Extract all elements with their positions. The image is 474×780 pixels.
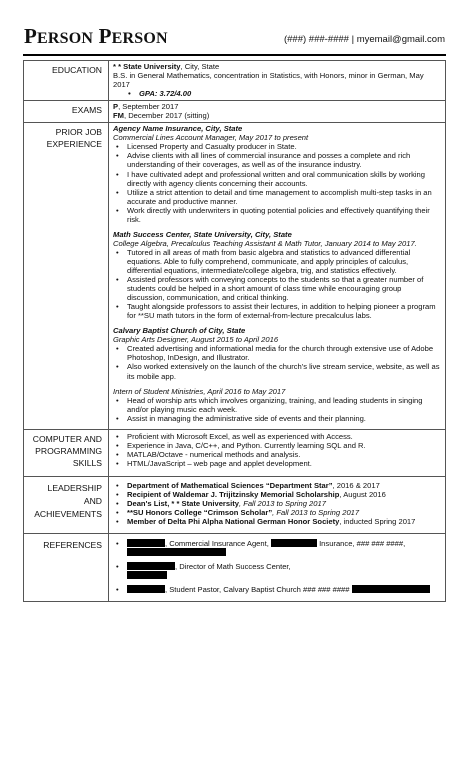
- list-item: • Member of Delta Phi Alpha National German Honor Society, inducted Spring 2017: [127, 517, 441, 526]
- resume-table: [23, 60, 446, 602]
- name-first-rest: ERSON: [37, 30, 94, 47]
- leadership-row: [24, 476, 446, 533]
- exams-label: EXAMS: [24, 101, 109, 123]
- experience-label: PRIOR JOB EXPERIENCE: [24, 123, 109, 429]
- list-item: • Proficient with Microsoft Excel, as well as experienced with Access.: [127, 432, 441, 441]
- job3-bullets: [113, 344, 441, 380]
- list-item: • Experience in Java, C/C++, and Python. Currently learning SQL and R.: [127, 441, 441, 450]
- list-item: • MATLAB/Octave - numerical methods and analysis.: [127, 450, 441, 459]
- list-item: • Recipient of Waldemar J. Trijitzinsky Memorial Scholarship, August 2016: [127, 490, 441, 499]
- references-content: [109, 534, 446, 602]
- contact-info[interactable]: (###) ###-#### | myemail@gmail.com: [283, 34, 445, 45]
- computer-row: [24, 429, 446, 476]
- leadership-content: [109, 476, 446, 533]
- job4-title: Intern of Student Ministries, April 2016 to May 2017: [113, 386, 286, 396]
- leadership-list: [113, 478, 441, 526]
- education-school: * * State University, City, State: [113, 62, 220, 71]
- list-item: • Created advertising and informational media for the church through extensive use of Adobe Photoshop, InDesign, and Illustrator.: [127, 344, 441, 362]
- list-item: • Dean's List, * * State University, Fall 2013 to Spring 2017: [127, 499, 441, 508]
- list-item: • Tutored in all areas of math from basic algebra and statistics to advanced differential equations. Able to fully comprehend, communicate, and apply principles of calculus, differential equations, intermediate/college algebra, trig, and statistics effectively.: [127, 248, 441, 275]
- computer-label: COMPUTER AND PROGRAMMING SKILLS: [24, 429, 109, 476]
- redaction-block: [127, 585, 165, 593]
- experience-row: [24, 123, 446, 429]
- list-item: • Assisted professors with conveying concepts to the students so that a greater number of students could be helped in a short amount of class time while encouraging group discussion, communication, and critical thinking.: [127, 275, 441, 302]
- education-list: [113, 89, 441, 98]
- references-label: REFERENCES: [24, 534, 109, 602]
- list-item: • HTML/JavaScript – web page and applet development.: [127, 459, 441, 468]
- redaction-block: [127, 548, 226, 556]
- exam-p: P, September 2017: [113, 102, 179, 112]
- computer-content: [109, 429, 446, 476]
- job2-title: College Algebra, Precalculus Teaching Assistant & Math Tutor, January 2014 to May 2017.: [113, 238, 417, 248]
- list-item: • Department of Mathematical Sciences “Department Star”, 2016 & 2017: [127, 481, 441, 490]
- name-first-initial: P: [24, 24, 38, 48]
- computer-bullets: [113, 431, 441, 468]
- job4-bullets: [113, 396, 441, 423]
- reference-item: • , Student Pastor, Calvary Baptist Church ### ### ####: [127, 585, 441, 594]
- redaction-block: [127, 539, 165, 547]
- exams-row: [24, 101, 446, 123]
- reference-item: • , Director of Math Success Center,: [127, 562, 441, 580]
- list-item: • Utilize a strict attention to detail and time management to accomplish multi-step tasks in an accurate and productive manner.: [127, 188, 441, 206]
- job2-bullets: [113, 248, 441, 320]
- name-last-rest: ERSON: [111, 30, 168, 47]
- redaction-block: [127, 562, 175, 570]
- leadership-label: LEADERSHIP AND ACHIEVEMENTS: [24, 476, 109, 533]
- reference-item: • , Commercial Insurance Agent, Insurance, ### ### ####,: [127, 539, 441, 557]
- experience-content: [109, 123, 446, 429]
- education-gpa: • GPA: 3.72/4.00: [139, 89, 441, 98]
- job1-bullets: [113, 142, 441, 223]
- list-item: • Work directly with underwriters in quoting potential policies and effectively quantifying their risk.: [127, 206, 441, 224]
- job2-org: Math Success Center, State University, City, State: [113, 229, 292, 239]
- list-item: • Taught alongside professors to assist their lectures, in addition to helping pioneer a program for **SU math tutors in the form of external-from-lecture precalculus labs.: [127, 302, 441, 320]
- list-item: • Head of worship arts which involves organizing, training, and leading students in singing and/or playing music each week.: [127, 396, 441, 414]
- redaction-block: [352, 585, 430, 593]
- education-row: [24, 61, 446, 101]
- exams-content: [109, 101, 446, 123]
- list-item: • Advise clients with all lines of commercial insurance and posses a complete and rich understanding of their coverages, as well as of the insurance industry.: [127, 151, 441, 169]
- job3-org: Calvary Baptist Church of City, State: [113, 326, 246, 336]
- education-label: EDUCATION: [24, 61, 109, 101]
- list-item: • I have cultivated adept and professional written and oral communication skills by working directly with agency clients concerning their accounts.: [127, 170, 441, 188]
- education-degree: B.S. in General Mathematics, concentration in Statistics, with Honors, minor in German, May 2017: [113, 71, 424, 90]
- list-item: • Also worked extensively on the launch of the church's live stream service, website, as well as its mobile app.: [127, 362, 441, 380]
- redaction-block: [127, 571, 167, 579]
- exam-fm: FM, December 2017 (sitting): [113, 111, 210, 121]
- header-rule: [23, 54, 446, 56]
- name-last-initial: P: [98, 24, 112, 48]
- job1-title: Commercial Lines Account Manager, May 2017 to present: [113, 133, 309, 143]
- applicant-name: [24, 24, 168, 49]
- references-list: [113, 535, 441, 594]
- list-item: • Assist in managing the administrative side of events and their planning.: [127, 414, 441, 423]
- redaction-block: [271, 539, 317, 547]
- references-row: [24, 534, 446, 602]
- job3-title: Graphic Arts Designer, August 2015 to April 2016: [113, 335, 279, 345]
- education-content: [109, 61, 446, 101]
- list-item: • **SU Honors College “Crimson Scholar”, Fall 2013 to Spring 2017: [127, 508, 441, 517]
- list-item: • Licensed Property and Casualty producer in State.: [127, 142, 441, 151]
- job1-org: Agency Name Insurance, City, State: [113, 124, 243, 134]
